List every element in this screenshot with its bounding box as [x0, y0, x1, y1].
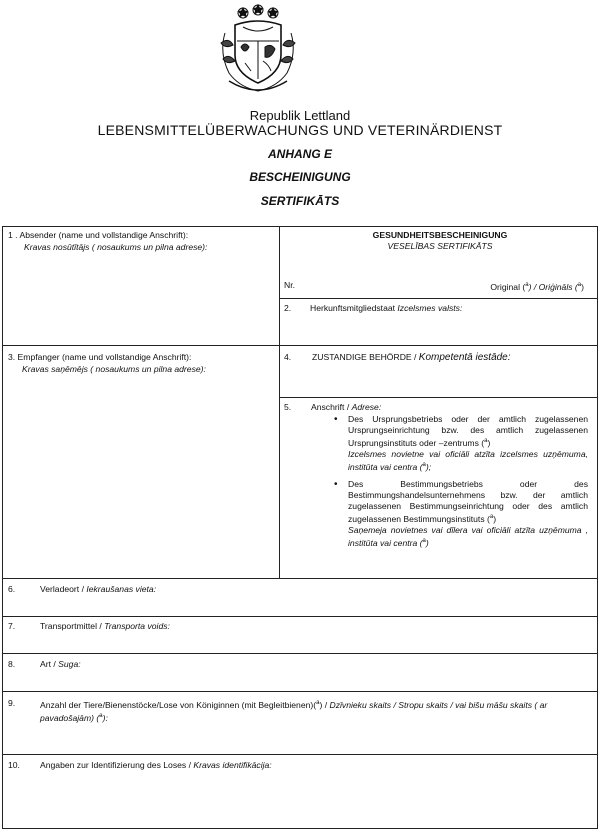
annex-label: ANHANG E: [267, 147, 332, 161]
consignor-label-lv: Kravas nosūtītājs ( nosaukums un pilna adrese):: [24, 242, 208, 252]
animal-count-label: Anzahl der Tiere/Bienenstöcke/Lose von Königinnen (mit Begleitbienen)($^a$) / Dzīvnieku skaits / Stropu skaits / vai bišu māšu skaits ( ar pavadošajām) ($^a$):: [40, 699, 548, 723]
competent-authority-field[interactable]: [284, 368, 594, 394]
row7-number: 7.: [8, 621, 16, 631]
consignor-label-de: 1 . Absender (name und vollstandige Anschrift):: [8, 230, 189, 240]
box5-number: 5.: [284, 402, 292, 412]
agency-name: LEBENSMITTELÜBERWACHUNGS UND VETERINÄRDIENST: [97, 122, 503, 138]
species-field[interactable]: [120, 657, 594, 687]
cert-title-de: GESUNDHEITSBESCHEINIGUNG: [372, 230, 508, 240]
row9-number: 9.: [8, 698, 16, 708]
cert-number-field[interactable]: [300, 276, 490, 290]
transport-means-label: Transportmittel / Transporta voids:: [40, 621, 170, 631]
box2-number: 2.: [284, 303, 292, 313]
consignee-label-lv: Kravas saņēmējs ( nosaukums un pilna adrese):: [22, 364, 206, 374]
box4-number: 4.: [284, 352, 292, 362]
document-title-de: BESCHEINIGUNG: [249, 170, 351, 184]
consignment-identification-label: Angaben zur Identifizierung des Loses / Kravas identifikācija:: [40, 760, 272, 770]
animal-count-field[interactable]: [40, 722, 594, 750]
document-title-lv: SERTIFIKĀTS: [260, 194, 340, 208]
species-label: Art / Suga:: [40, 659, 81, 669]
origin-state-field[interactable]: [284, 316, 594, 342]
origin-state-label: Herkunftsmitgliedstaat Izcelsmes valsts:: [310, 303, 463, 313]
destination-holding-option: • Des Bestimmungsbetriebs oder des Bestimmungshandelsunternehmens bzw. der amtlich zugelassenen Bestimmungseinrichtung oder des amtlich zugelassenen Bestimmungsinstituts ($^a$) Saņemeja novietnes vai dīlera vai oficiāli atzīta uzņēmuma , institūta vai centra ($^a$): [334, 479, 588, 549]
loading-place-field[interactable]: [200, 582, 594, 612]
address-options: [334, 414, 588, 548]
row8-number: 8.: [8, 659, 16, 669]
cert-number-label: Nr.: [284, 280, 295, 290]
loading-place-label: Verladeort / Iekraušanas vieta:: [40, 584, 157, 594]
consignor-field[interactable]: [8, 256, 274, 340]
consignee-field[interactable]: [8, 378, 274, 574]
address-label: Anschrift / Adrese:: [311, 402, 382, 412]
consignee-label-de: 3. Empfanger (name und vollstandige Anschrift):: [8, 352, 192, 362]
competent-authority-label: ZUSTANDIGE BEHÖRDE / Kompetentā iestāde:: [312, 352, 511, 363]
row10-number: 10.: [8, 760, 20, 770]
row6-number: 6.: [8, 584, 16, 594]
original-label: Original ($^a$) / Oriģināls ($^a$): [490, 281, 584, 292]
consignment-identification-field[interactable]: [8, 774, 594, 824]
transport-means-field[interactable]: [210, 619, 594, 649]
latvia-coat-of-arms-icon: [215, 3, 301, 99]
origin-holding-option: • Des Ursprungsbetriebs oder der amtlich zugelassenen Ursprungseinrichtung bzw. des amtlich zugelassenen Ursprungsinstituts oder –zentrums ($^a$) Izcelsmes novietne vai oficiāli atzīta izcelsmes uzņēmuma, institūta vai centra ($^a$);: [334, 414, 588, 473]
republic-name: Republik Lettland: [249, 108, 351, 123]
cert-title-lv: VESELĪBAS SERTIFIKĀTS: [387, 241, 493, 251]
